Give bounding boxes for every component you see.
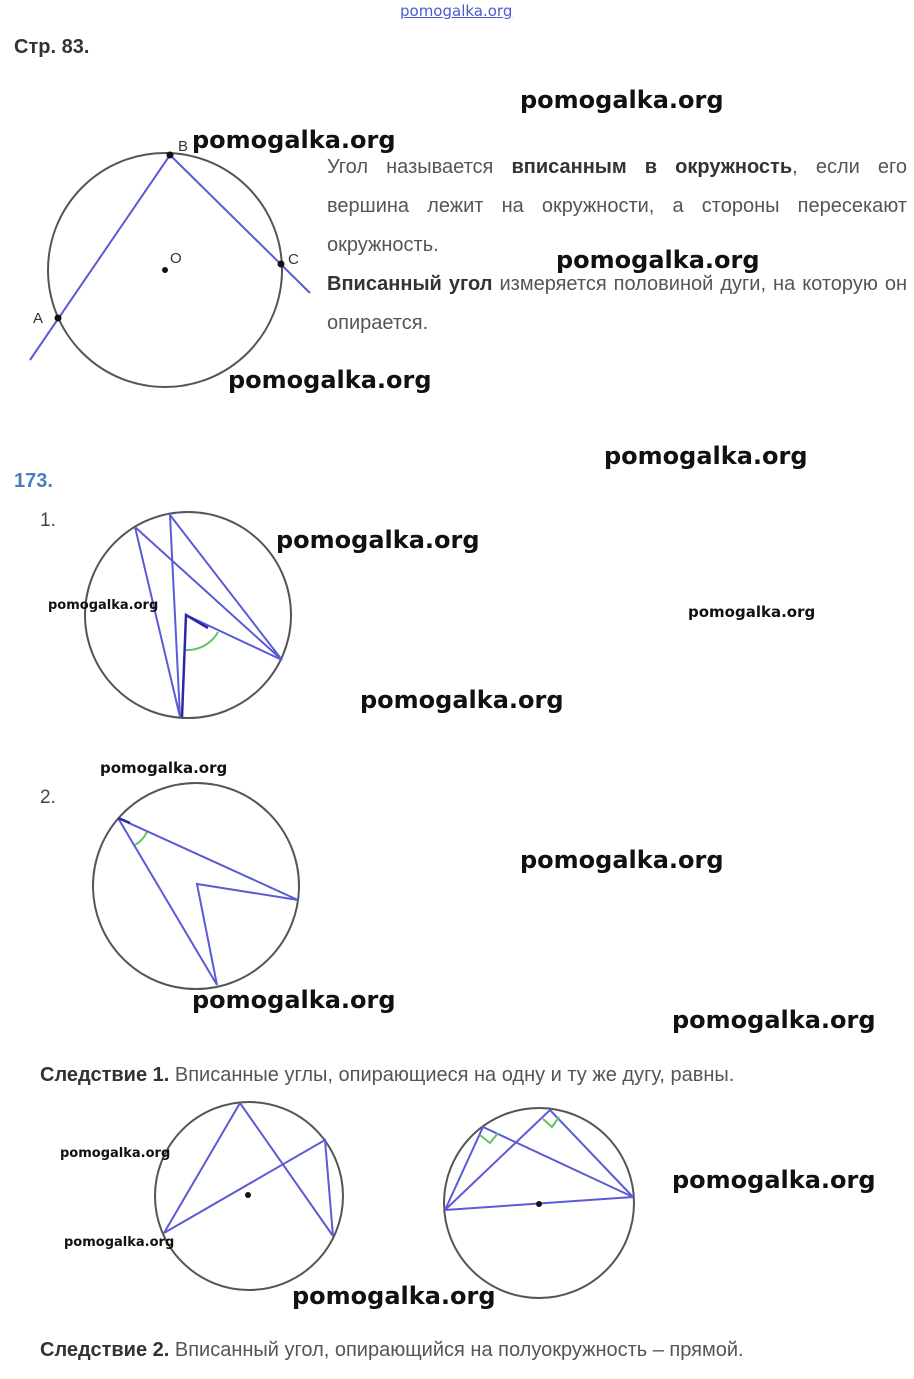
task-figure-2 <box>90 780 305 995</box>
corollary-figure-right <box>440 1105 640 1300</box>
corollary-figure-left <box>150 1098 350 1298</box>
watermark: pomogalka.org <box>672 1166 876 1194</box>
corollary-1: Следствие 1. Вписанные углы, опирающиеся на одну и ту же дугу, равны. <box>40 1064 735 1086</box>
watermark: pomogalka.org <box>292 1282 496 1310</box>
watermark: pomogalka.org <box>276 526 480 554</box>
watermark: pomogalka.org <box>360 686 564 714</box>
watermark: pomogalka.org <box>520 846 724 874</box>
watermark: pomogalka.org <box>556 246 760 274</box>
point-label-b: B <box>178 138 189 155</box>
watermark: pomogalka.org <box>192 986 396 1014</box>
watermark: pomogalka.org <box>192 126 396 154</box>
watermark: pomogalka.org <box>520 86 724 114</box>
inscribed-angle-figure <box>0 130 330 400</box>
item-number-2: 2. <box>40 787 56 808</box>
watermark: pomogalka.org <box>64 1235 175 1250</box>
page-title: Стр. 83. <box>14 36 90 58</box>
watermark: pomogalka.org <box>688 603 816 621</box>
task-number: 173. <box>14 470 53 492</box>
site-link[interactable]: pomogalka.org <box>400 2 513 20</box>
item-number-1: 1. <box>40 510 56 531</box>
corollary-2: Следствие 2. Вписанный угол, опирающийся на полуокружность – прямой. <box>40 1339 744 1361</box>
watermark: pomogalka.org <box>60 1146 171 1161</box>
task-figure-1 <box>80 510 300 725</box>
watermark: pomogalka.org <box>100 759 228 777</box>
watermark: pomogalka.org <box>48 598 159 613</box>
watermark: pomogalka.org <box>672 1006 876 1034</box>
definition-text: Угол называется вписанным в окружность, если его вершина лежит на окружности, а стороны пересекают окружность. Вписанный угол измеряется половиной дуги, на которую он опирается. <box>327 156 907 334</box>
point-label-c: C <box>288 251 299 268</box>
watermark: pomogalka.org <box>228 366 432 394</box>
point-label-a: A <box>33 310 44 327</box>
watermark: pomogalka.org <box>604 442 808 470</box>
point-label-o: O <box>170 250 182 267</box>
